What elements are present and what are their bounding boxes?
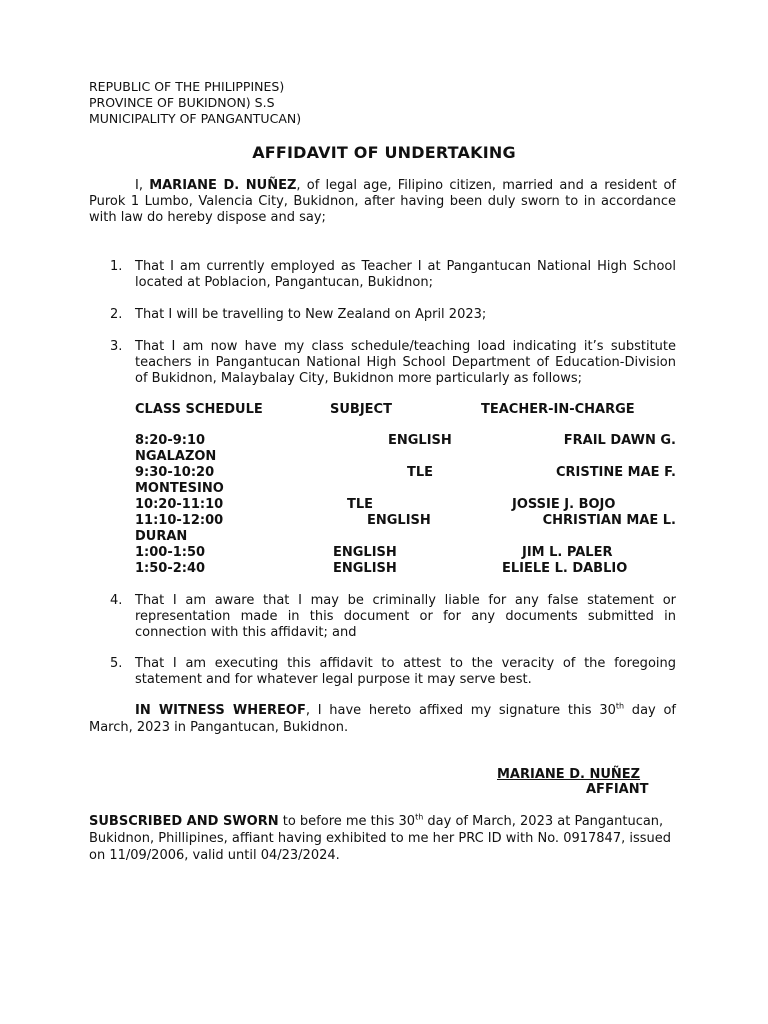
document-title: AFFIDAVIT OF UNDERTAKING [252,143,516,162]
item-number: 2. [110,307,123,322]
schedule-time: 9:30-10:20 [135,465,215,480]
item-number: 4. [110,593,123,608]
schedule-teacher: JIM L. PALER [522,545,613,560]
schedule-teacher: CRISTINE MAE F. [555,465,676,480]
schedule-teacher-overflow: MONTESINO [135,481,224,496]
jurat-paragraph [89,813,676,864]
item-number: 1. [110,259,123,274]
schedule-subject: TLE [347,497,374,512]
schedule-time: 1:50-2:40 [135,561,206,576]
item-text: That I am currently employed as Teacher I at Pangantucan National High School located at Poblacion, Pangantucan, Bukidnon; [135,259,676,290]
schedule-header-teacher: TEACHER-IN-CHARGE [481,402,635,417]
item-number: 3. [110,339,123,354]
signature-title: AFFIANT [586,782,649,797]
intro-rest: , of legal age, Filipino citizen, married and a resident of Purok 1 Lumbo, Valencia City, Bukidnon, after having been duly sworn to in accordance with law do hereby dispose and say; [89,178,676,225]
signature-name: MARIANE D. NUÑEZ [497,767,641,782]
schedule-time: 1:00-1:50 [135,545,206,560]
list-item [89,307,676,323]
witness-lead: IN WITNESS WHEREOF [135,703,306,718]
schedule-teacher: JOSSIE J. BOJO [512,497,616,512]
witness-sup: th [615,701,625,711]
schedule-subject: TLE [407,465,434,480]
jurat-sup: th [415,812,424,822]
schedule-teacher: FRAIL DAWN G. [563,433,676,448]
affiant-name-inline: MARIANE D. NUÑEZ [149,178,297,193]
header-line-province: PROVINCE OF BUKIDNON) S.S [89,95,275,110]
schedule-time: 10:20-11:10 [135,497,224,512]
schedule-header-subject: SUBJECT [330,402,392,417]
item-text: That I am now have my class schedule/teaching load indicating it’s substitute teachers in Pangantucan National High School Department of Education-Division of Bukidnon, Malaybalay City, Bukidnon more particularly as follows; [135,339,676,386]
jurat-lead: SUBSCRIBED AND SWORN [89,814,279,829]
witness-part1: , I have hereto affixed my signature this 30 [305,703,616,718]
schedule-time: 11:10-12:00 [135,513,224,528]
jurat-part1: to before me this 30 [278,814,416,829]
schedule-subject: ENGLISH [367,513,431,528]
list-item [89,259,676,291]
schedule-subject: ENGLISH [388,433,452,448]
schedule-teacher: CHRISTIAN MAE L. [542,513,676,528]
item-text: That I am executing this affidavit to attest to the veracity of the foregoing statement and for whatever legal purpose it may serve best. [135,656,676,687]
schedule-time: 8:20-9:10 [135,433,206,448]
witness-part2: day of March, 2023 in Pangantucan, Bukidnon. [89,703,676,735]
schedule-subject: ENGLISH [333,545,397,560]
witness-paragraph [89,702,676,736]
list-item [89,593,676,641]
venue-header [89,79,301,127]
schedule-subject: ENGLISH [333,561,397,576]
schedule-teacher: ELIELE L. DABLIO [502,561,628,576]
header-line-municipality: MUNICIPALITY OF PANGANTUCAN) [89,111,302,126]
schedule-header-class: CLASS SCHEDULE [135,402,263,417]
item-text: That I am aware that I may be criminally liable for any false statement or representation made in this document or for any documents submitted in connection with this affidavit; and [135,593,676,640]
intro-paragraph [89,178,676,226]
item-text: That I will be travelling to New Zealand on April 2023; [135,307,487,322]
list-item [89,656,676,688]
item-number: 5. [110,656,123,671]
schedule-teacher-overflow: NGALAZON [135,449,217,464]
list-item [89,339,676,387]
header-line-republic: REPUBLIC OF THE PHILIPPINES) [89,79,285,94]
schedule-teacher-overflow: DURAN [135,529,188,544]
intro-prefix: I, [135,178,150,193]
jurat-part2: day of March, 2023 at Pangantucan, Bukidnon, Phillipines, affiant having exhibited to me her PRC ID with No. 0917847, issued on 11/09/2006, valid until 04/23/2024. [89,814,672,863]
